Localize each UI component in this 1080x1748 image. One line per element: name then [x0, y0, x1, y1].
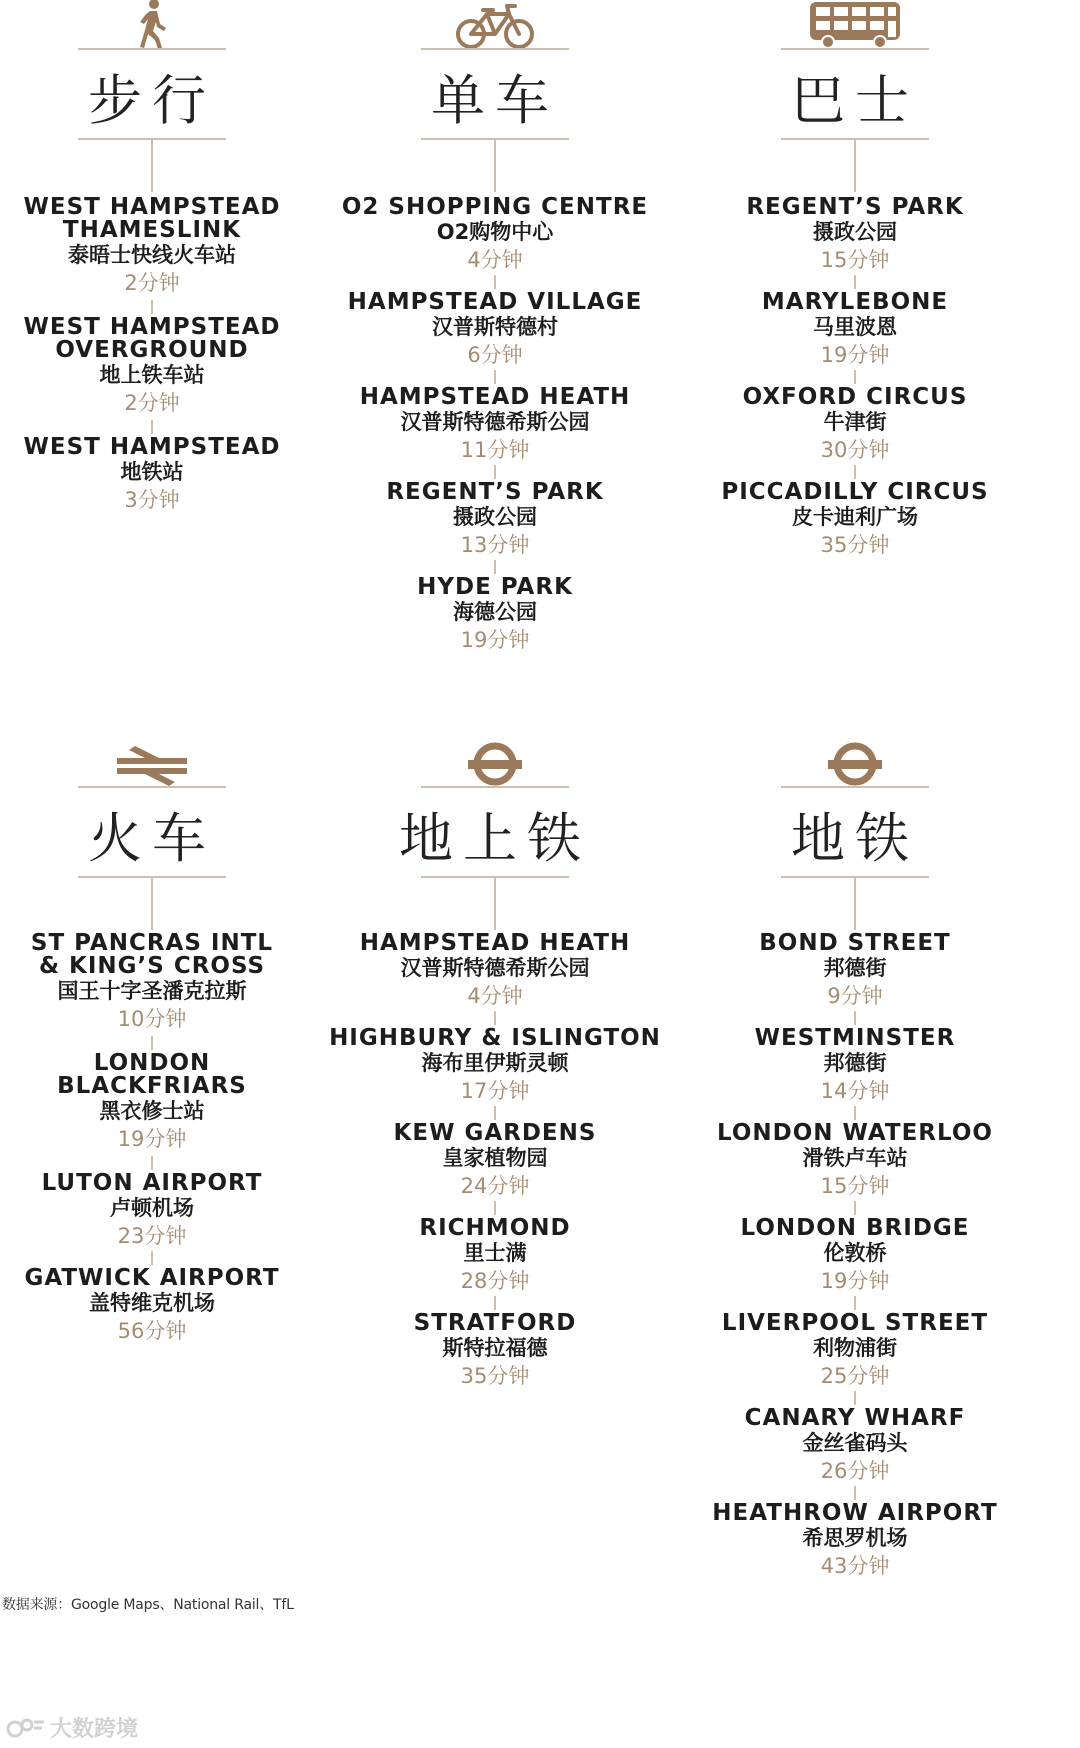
connector-line [151, 878, 153, 930]
stop-name-en: WEST HAMPSTEAD [23, 194, 281, 220]
stop-name-en: HEATHROW AIRPORT [712, 1500, 998, 1526]
stop-name-en: HAMPSTEAD HEATH [359, 384, 631, 410]
stop-name-cn: 牛津街 [823, 410, 887, 434]
mode-title: 地铁 [791, 807, 919, 870]
travel-time: 56分钟 [117, 1319, 187, 1343]
stop-name-en: REGENT’S PARK [386, 479, 604, 505]
stop-separator [854, 1201, 856, 1215]
mode-title: 步行 [88, 69, 216, 132]
stop-name-cn: 伦敦桥 [823, 1241, 887, 1265]
stop-item [675, 1027, 1035, 1106]
stop-name-cn: 盖特维克机场 [89, 1291, 215, 1315]
stop-name-cn: 邦德街 [823, 1051, 887, 1075]
stop-separator [854, 1296, 856, 1310]
travel-time: 19分钟 [820, 343, 890, 367]
stop-name-en: LIVERPOOL STREET [721, 1310, 989, 1336]
stop-name-cn: 金丝雀码头 [802, 1431, 908, 1455]
stop-name-en: LONDON WATERLOO [717, 1120, 993, 1146]
travel-time: 14分钟 [820, 1079, 890, 1103]
stop-item [315, 1027, 675, 1106]
travel-time: 10分钟 [117, 1007, 187, 1031]
stop-item [315, 1122, 675, 1201]
stop-name-en: HYDE PARK [417, 574, 573, 600]
stop-name-cn: 利物浦街 [813, 1336, 897, 1360]
travel-time: 23分钟 [117, 1224, 187, 1248]
stop-name-cn: 泰晤士快线火车站 [68, 243, 236, 267]
stop-name-en: WESTMINSTER [754, 1025, 956, 1051]
stop-name-cn: 邦德街 [823, 956, 887, 980]
travel-time: 15分钟 [820, 248, 890, 272]
stop-name-cn: 海布里伊斯灵顿 [421, 1051, 569, 1075]
stop-name-en: REGENT’S PARK [746, 194, 964, 220]
travel-time: 25分钟 [820, 1364, 890, 1388]
travel-time: 19分钟 [460, 628, 530, 652]
travel-time: 15分钟 [820, 1174, 890, 1198]
travel-time: 11分钟 [460, 438, 530, 462]
stop-name-en: STRATFORD [413, 1310, 577, 1336]
travel-time: 35分钟 [460, 1364, 530, 1388]
watermark-logo-icon [6, 1716, 46, 1740]
stop-name-cn: 希思罗机场 [802, 1526, 908, 1550]
mode-title: 单车 [431, 69, 559, 132]
stop-item [675, 1122, 1035, 1201]
stop-separator [494, 1201, 496, 1215]
divider-top [78, 786, 226, 788]
travel-time: 2分钟 [124, 391, 180, 415]
stop-name-en: GATWICK AIRPORT [24, 1265, 280, 1291]
stop-name-cn: 黑衣修士站 [99, 1099, 205, 1123]
mode-title: 巴士 [791, 69, 919, 132]
stop-name-cn: 摄政公园 [813, 220, 897, 244]
roundel-icon [675, 738, 1035, 788]
mode-overground [315, 0, 675, 1748]
stop-name-en: & KING’S CROSS [38, 953, 266, 979]
travel-time: 43分钟 [820, 1554, 890, 1578]
data-source: 数据来源：Google Maps、National Rail、TfL [2, 1597, 294, 1613]
stop-item [0, 932, 332, 1034]
mode-title: 火车 [88, 807, 216, 870]
stop-name-cn: 皇家植物园 [442, 1146, 548, 1170]
travel-time: 2分钟 [124, 271, 180, 295]
stop-name-en: HAMPSTEAD VILLAGE [347, 289, 643, 315]
stop-name-en: OXFORD CIRCUS [742, 384, 968, 410]
stop-name-cn: 国王十字圣潘克拉斯 [57, 979, 247, 1003]
divider-top [421, 786, 569, 788]
stop-item [0, 1052, 332, 1154]
stop-name-en: KEW GARDENS [393, 1120, 597, 1146]
stop-item [675, 932, 1035, 1011]
stop-name-cn: O2购物中心 [436, 220, 554, 244]
stop-name-cn: 滑铁卢车站 [802, 1146, 908, 1170]
stop-name-en: OVERGROUND [55, 337, 249, 363]
stop-name-cn: 地铁站 [120, 460, 184, 484]
stop-item [315, 932, 675, 1011]
stop-separator [854, 1106, 856, 1120]
stop-name-cn: 汉普斯特德村 [432, 315, 558, 339]
stop-item [0, 1172, 332, 1251]
stop-separator [854, 1486, 856, 1500]
stop-name-cn: 皮卡迪利广场 [792, 505, 918, 529]
stop-name-en: WEST HAMPSTEAD [23, 314, 281, 340]
travel-time: 28分钟 [460, 1269, 530, 1293]
stop-separator [494, 1106, 496, 1120]
travel-time: 26分钟 [820, 1459, 890, 1483]
travel-time: 17分钟 [460, 1079, 530, 1103]
stop-separator [854, 1011, 856, 1025]
stop-separator [854, 1391, 856, 1405]
travel-time: 30分钟 [820, 438, 890, 462]
connector-line [494, 878, 496, 930]
divider-top [781, 786, 929, 788]
travel-time: 4分钟 [467, 248, 523, 272]
stop-name-en: O2 SHOPPING CENTRE [341, 194, 649, 220]
watermark-text: 大数跨境 [50, 1717, 139, 1742]
stop-item [675, 1312, 1035, 1391]
watermark [6, 1712, 138, 1743]
stop-name-en: HAMPSTEAD HEATH [359, 930, 631, 956]
travel-time: 19分钟 [820, 1269, 890, 1293]
travel-time: 35分钟 [820, 533, 890, 557]
travel-time: 13分钟 [460, 533, 530, 557]
travel-time: 9分钟 [827, 984, 883, 1008]
stop-item [675, 1502, 1035, 1581]
travel-time: 19分钟 [117, 1127, 187, 1151]
national-rail-icon [0, 738, 332, 788]
stop-item [315, 1217, 675, 1296]
stop-name-en: THAMESLINK [62, 217, 242, 243]
stop-name-cn: 马里波恩 [813, 315, 897, 339]
stop-separator [494, 1011, 496, 1025]
stop-name-cn: 里士满 [463, 1241, 527, 1265]
stop-name-en: HIGHBURY & ISLINGTON [329, 1025, 661, 1051]
mode-title: 地上铁 [399, 807, 591, 870]
stop-name-en: LONDON [93, 1050, 211, 1076]
stop-name-en: LONDON BRIDGE [740, 1215, 970, 1241]
stop-separator [494, 1296, 496, 1310]
stop-separator [151, 1251, 153, 1265]
stop-name-en: PICCADILLY CIRCUS [721, 479, 989, 505]
stop-item [0, 1267, 332, 1346]
stop-name-cn: 海德公园 [453, 600, 537, 624]
stop-name-en: BLACKFRIARS [57, 1073, 247, 1099]
stop-name-en: BOND STREET [759, 930, 951, 956]
stop-name-cn: 摄政公园 [453, 505, 537, 529]
travel-time: 4分钟 [467, 984, 523, 1008]
stop-name-cn: 斯特拉福德 [442, 1336, 548, 1360]
stop-name-en: ST PANCRAS INTL [30, 930, 274, 956]
stop-item [675, 1217, 1035, 1296]
stop-name-cn: 汉普斯特德希斯公园 [400, 956, 590, 980]
stop-name-en: MARYLEBONE [761, 289, 949, 315]
stop-separator [151, 1156, 153, 1170]
stop-name-cn: 地上铁车站 [99, 363, 205, 387]
stop-separator [151, 1036, 153, 1050]
mode-train [0, 0, 332, 1748]
connector-line [854, 878, 856, 930]
roundel-icon [315, 738, 675, 788]
stop-name-en: CANARY WHARF [744, 1405, 966, 1431]
mode-underground [675, 0, 1035, 1748]
stop-name-cn: 汉普斯特德希斯公园 [400, 410, 590, 434]
travel-time: 3分钟 [124, 488, 180, 512]
stop-name-en: WEST HAMPSTEAD [23, 434, 281, 460]
stop-name-cn: 卢顿机场 [110, 1196, 194, 1220]
stop-name-en: RICHMOND [419, 1215, 571, 1241]
stop-item [675, 1407, 1035, 1486]
stop-name-en: LUTON AIRPORT [41, 1170, 263, 1196]
travel-time: 24分钟 [460, 1174, 530, 1198]
travel-time: 6分钟 [467, 343, 523, 367]
stop-item [315, 1312, 675, 1391]
